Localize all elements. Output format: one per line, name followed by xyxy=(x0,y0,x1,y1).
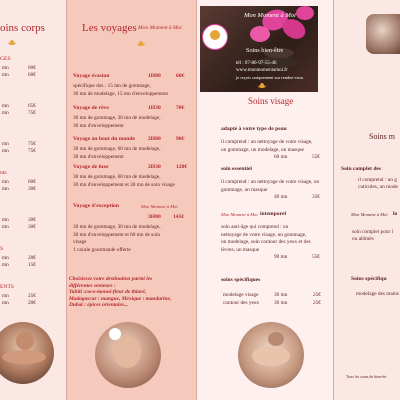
section-heading: soin essentiel xyxy=(221,166,252,172)
voyage-price: 90€ xyxy=(176,136,185,142)
panel1-row-duration: mn xyxy=(2,300,9,306)
brand-logo-icon xyxy=(202,24,228,50)
panel4-footer: Tous les soins de bien-êtr xyxy=(346,374,387,379)
panel4-s2-heading: lo xyxy=(393,211,398,217)
senteurs-line: Tahiti :coco-monoï-fleur de thiaré, xyxy=(69,289,147,295)
soins-visage-title: Soins visage xyxy=(248,96,294,106)
section-description: un modelage, soin contour des yeux et des xyxy=(221,239,311,245)
voyage-duration: 2H00 xyxy=(148,136,161,142)
section-description: lèvres, un masque xyxy=(221,246,260,253)
voyage-name: Voyage évasion xyxy=(73,73,110,79)
voyage-description: 30 mn de gommage, 60 mn de modelage, xyxy=(73,174,161,180)
panel1-row-price: 75€ xyxy=(28,110,36,116)
panel1-group-label: GES xyxy=(0,56,11,62)
voyage-price: 60€ xyxy=(176,73,185,79)
lotus-icon xyxy=(258,83,266,88)
soins-specifiques-heading: Soins spécifiqu xyxy=(351,276,387,282)
panel1-row-duration: mn xyxy=(2,65,9,71)
voyages-title: Les voyages xyxy=(82,22,137,34)
phone-number: tél : 07-86-97-55-46 xyxy=(236,61,277,66)
voyage-description: 30 mn d'enveloppement et 60 mn de soin xyxy=(73,231,161,238)
panel1-row-price: 30€ xyxy=(28,217,36,223)
panel1-row-duration: mn xyxy=(2,179,9,185)
panel1-group-label: S xyxy=(0,246,4,252)
soin-complet-desc-2: cuticules, un mode xyxy=(358,184,398,190)
specific-care-name: modelage visage xyxy=(223,292,259,298)
section-description: soin anti-âge qui comprend : un xyxy=(221,224,289,230)
lotus-icon xyxy=(137,41,145,46)
voyage-description: 1 cacale gourmande offerte xyxy=(73,246,131,253)
voyage-price: 120€ xyxy=(176,164,188,170)
hand-care-photo xyxy=(366,14,400,54)
panel1-row-price: 60€ xyxy=(28,65,36,71)
panel1-row-price: 75€ xyxy=(28,141,36,147)
appointment-note: je reçois uniquement sur rendez-vous xyxy=(236,75,304,80)
section-duration: 40 mn xyxy=(274,194,288,200)
panel1-row-price: 30€ xyxy=(28,224,36,230)
panel1-group-label: ENTS xyxy=(0,284,14,290)
panel1-title: oins corps xyxy=(0,22,45,34)
voyage-description: 30 mn de gommage, 30 mn de modelage, xyxy=(73,224,161,230)
senteurs-line: Choisissez votre destination parmi les xyxy=(69,276,153,282)
section-heading: soins spécifiques xyxy=(221,277,261,283)
panel1-row-price: 65€ xyxy=(28,103,36,109)
section-description: gommage, un masque xyxy=(221,186,268,193)
section-description: un gommage, un modelage, un masque xyxy=(221,146,304,153)
section-price: 55€ xyxy=(312,154,320,160)
senteurs-line: Madagascar : mangue, Mexique : mandarine, xyxy=(69,295,172,302)
section-heading: adapté à votre type de peau xyxy=(221,126,287,132)
panel1-row-duration: mn xyxy=(2,110,9,116)
specific-care-duration: 30 mn xyxy=(274,292,288,298)
senteurs-line: Dubaï : épices orientales... xyxy=(69,302,128,308)
voyage-name: Voyage d'exception xyxy=(73,203,119,209)
panel1-row-price: 75€ xyxy=(28,148,36,154)
senteurs-line: différentes senteurs : xyxy=(69,282,116,289)
panel1-row-duration: mn xyxy=(2,186,9,192)
panel1-row-price: 60€ xyxy=(28,179,36,185)
fold-line xyxy=(196,0,197,400)
voyage-price: 70€ xyxy=(176,105,185,111)
panel1-row-price: 60€ xyxy=(28,72,36,78)
voyage-name: Voyage de luxe xyxy=(73,164,109,170)
voyage-price: 145€ xyxy=(173,214,185,220)
logo-subtitle: Soins bien-être xyxy=(246,47,284,54)
voyage-name: Voyage de rêve xyxy=(73,105,109,111)
specific-care-price: 25€ xyxy=(313,292,321,298)
section-price: 35€ xyxy=(312,194,320,200)
panel1-row-duration: mn xyxy=(2,262,9,268)
soin-complet-desc-1: il comprend : un g xyxy=(358,177,397,183)
panel4-brand-script: Mon Moment à Moi xyxy=(351,212,388,217)
voyage-description: 30 mn de gommage, 30 mn de modelage, xyxy=(73,115,161,121)
voyage-description: 30 mn de gommage, 60 mn de modelage, xyxy=(73,146,161,152)
voyage-description: visage xyxy=(73,239,87,245)
panel1-row-price: 25€ xyxy=(28,293,36,299)
voyage-brand-script: Mon Moment à Moi xyxy=(141,204,178,209)
voyage-description: 30 mn d'enveloppement xyxy=(73,122,124,129)
voyage-duration: 1H30 xyxy=(148,105,161,111)
panel4-s2-desc-1: soin complet pour l xyxy=(352,229,394,235)
voyage-duration: 3H00 xyxy=(148,214,161,220)
section-price: 55€ xyxy=(312,254,320,260)
website: www.monmomentamoi.fr xyxy=(236,68,288,73)
voyage-description: 30 mn de modelage, 15 mn d'enveloppement xyxy=(73,90,168,97)
lotus-icon xyxy=(8,40,16,45)
panel1-row-duration: mn xyxy=(2,141,9,147)
fold-line xyxy=(333,0,334,400)
section-description: nettoyage de votre visage, un gommage, xyxy=(221,231,307,238)
panel1-row-duration: mn xyxy=(2,224,9,230)
specific-care-name: contour des yeux xyxy=(223,299,260,306)
voyage-description: spécifique dos : 15 mn de gommage, xyxy=(73,83,151,89)
logo-script: Mon Moment à Moi xyxy=(244,12,296,19)
modelage-mains: modelage des mains xyxy=(356,291,399,297)
voyage-name: Voyage au bout du monde xyxy=(73,136,135,142)
panel1-row-price: 30€ xyxy=(28,186,36,192)
panel-soins-mains xyxy=(333,0,400,400)
section-duration: 90 mn xyxy=(274,254,288,260)
section-description: il comprend : un nettoyage de votre visage, xyxy=(221,139,313,145)
soins-mains-title: Soins m xyxy=(369,132,396,141)
voyage-description: 30 mn d'enveloppement et 30 mn de soin visage xyxy=(73,181,175,188)
panel1-row-duration: mn xyxy=(2,293,9,299)
panel1-row-price: 20€ xyxy=(28,255,36,261)
panel1-row-duration: mn xyxy=(2,217,9,223)
fold-line xyxy=(66,0,67,400)
specific-care-price: 25€ xyxy=(313,299,321,306)
panel1-row-price: 15€ xyxy=(28,262,36,268)
voyage-duration: 2H30 xyxy=(148,164,161,170)
panel4-s2-desc-2: ou abîmés xyxy=(352,236,374,242)
panel1-row-duration: mn xyxy=(2,255,9,261)
panel1-row-duration: mn xyxy=(2,103,9,109)
voyage-duration: 1H00 xyxy=(148,73,161,79)
panel1-row-duration: mn xyxy=(2,148,9,154)
voyage-description: 30 mn d'enveloppement xyxy=(73,153,124,160)
panel1-row-duration: mn xyxy=(2,72,9,78)
panel1-row-price: 20€ xyxy=(28,300,36,306)
section-heading: intemporel xyxy=(260,211,286,217)
section-duration: 60 mn xyxy=(274,154,288,160)
section-description: il comprend : un nettoyage de votre visage, un xyxy=(221,179,320,185)
soin-complet-heading: Soin complet des xyxy=(341,166,382,172)
panel1-group-label: nts xyxy=(0,170,7,176)
section-brand-script: Mon Moment à Moi xyxy=(221,212,258,217)
face-treatment-photo xyxy=(95,322,161,388)
voyages-brand-script: Mon Moment à Moi xyxy=(138,25,182,31)
face-massage-photo xyxy=(238,322,304,388)
specific-care-duration: 30 mn xyxy=(274,299,288,306)
